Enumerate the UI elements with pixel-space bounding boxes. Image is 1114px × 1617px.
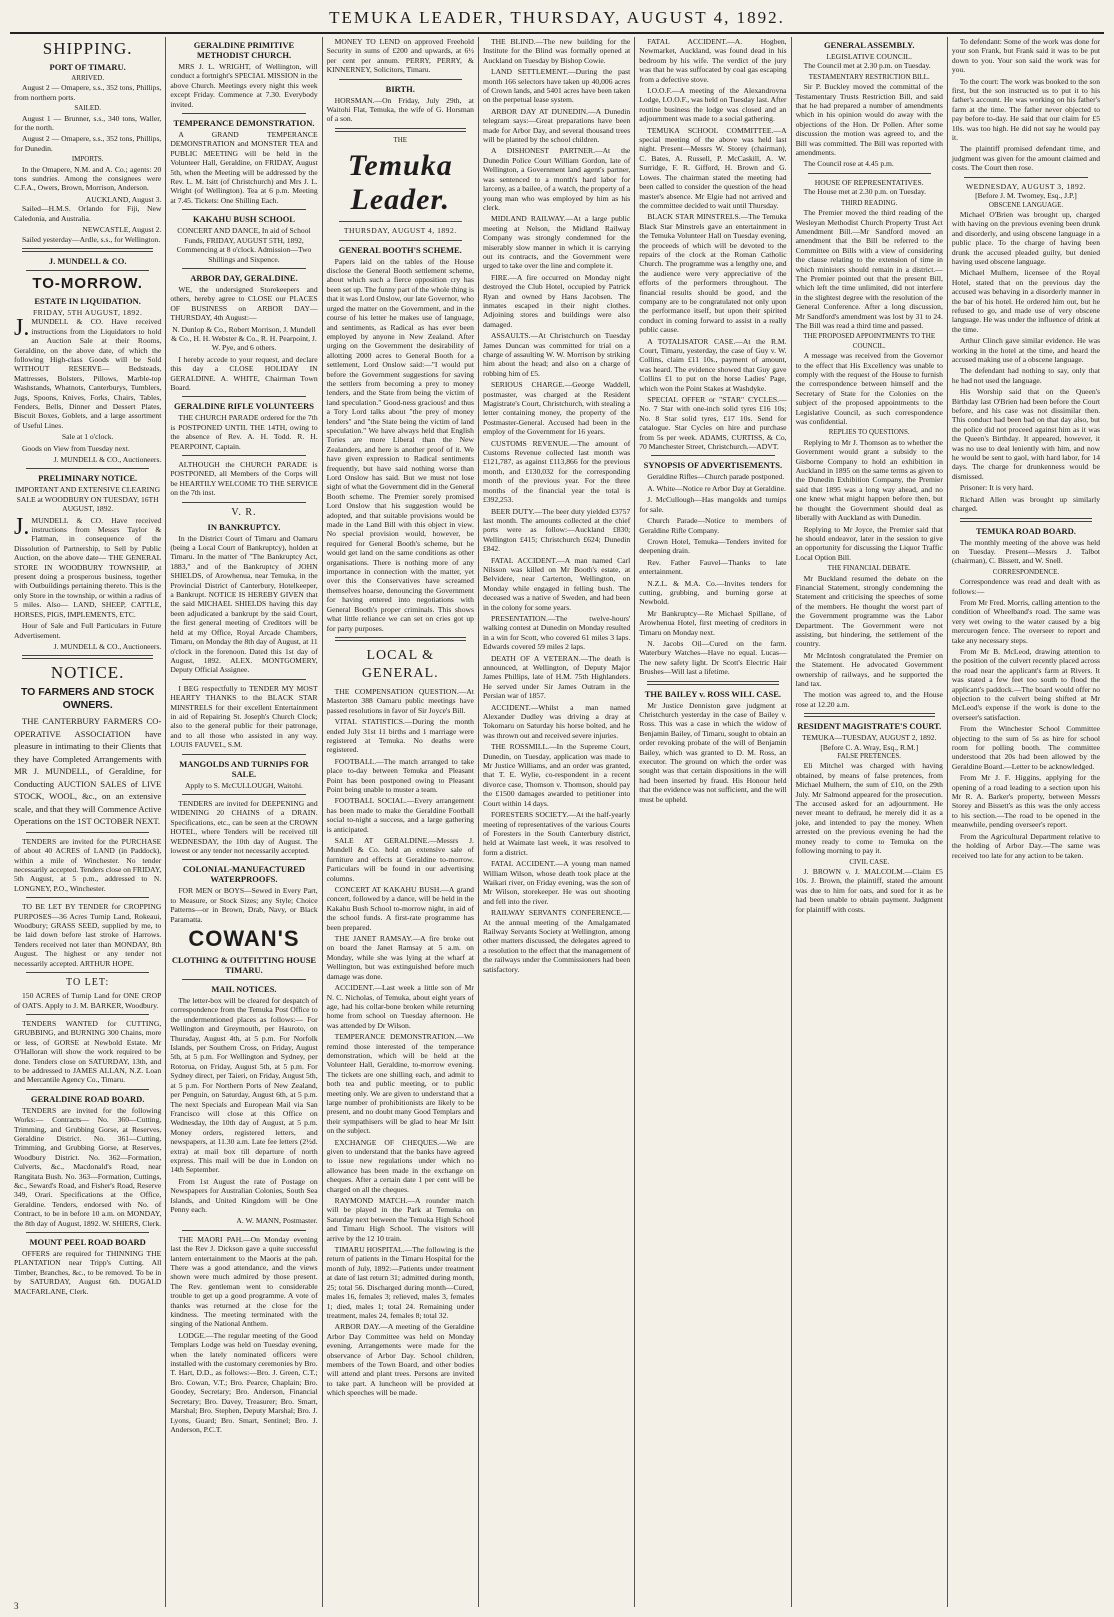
road-board-heading: MOUNT PEEL ROAD BOARD xyxy=(29,1237,146,1248)
news-item: ASSAULTS.—At Christchurch on Tuesday James Duncan was committed for trial on a charge of assaulting W. W. Morrison by striking him about the head; and also on a charge of robbing him of £5. xyxy=(482,331,631,378)
bankruptcy-heading: IN BANKRUPTCY. xyxy=(207,521,281,532)
issue-date: THURSDAY, AUGUST 4, 1892. xyxy=(343,226,457,236)
divider xyxy=(26,270,149,271)
news-item: SERIOUS CHARGE.—George Waddell, postmaster, was charged at the Resident Magistrate's Court, Christchurch, with stealing a letter containing money, the property of the Postmaster-General. Accused had been in the employ of the Government for 16 years. xyxy=(482,380,631,437)
council-text: The Council rose at 4.45 p.m. xyxy=(803,159,894,169)
court-text: Arthur Clinch gave similar evidence. He was working in the hotel at the time, and heard the accused making use of a obscene language. xyxy=(951,336,1101,364)
signature: J. MUNDELL & CO., Auctioneers. xyxy=(53,641,162,651)
waterproofs-notice: FOR MEN or BOYS—Sewed in Every Part, to Measure, or Stock Sizes; any Style; Choice Patterns—or in Brown, Drab, Navy, or Black Paramatta. xyxy=(170,886,318,924)
news-item: TIMARU HOSPITAL.—The following is the return of patients in the Timaru Hospital for the month of July, 1892:—Patients under treatment at date of last return 31; admitted during month, 25; total 56. Discharged during month—Cured, males 16, females 3; relieved, males 3, females 1; died, males 1; total 24. Remaining under treatment, males 24, females 8; total 32. xyxy=(326,1245,474,1320)
divider xyxy=(182,502,305,503)
appointments-heading: THE PROPOSED APPOINTMENTS TO THE COUNCIL. xyxy=(803,332,936,350)
news-item: CONCERT AT KAKAHU BUSH.—A grand concert, followed by a dance, will be held in the Kakahu Bush School to-morrow night, in aid of the school funds. A first-rate programme has been prepared. xyxy=(326,885,474,932)
money-notice: MONEY TO LEND on approved Freehold Security in sums of £200 and upwards, at 6½ per cent per annum. PERRY, PERRY, & KINNERNEY, Solicitors, Timaru. xyxy=(326,37,474,75)
divider xyxy=(808,173,931,174)
sale-date: FRIDAY, 5TH AUGUST, 1892. xyxy=(32,307,143,317)
drop-cap: J. xyxy=(14,315,30,342)
news-item: FATAL ACCIDENT.—A young man named William Wilson, whose death took place at the Waikari river, on Friday evening, was the son of Mr Wilson, storekeeper. He was out shooting and fell into the river. xyxy=(482,859,631,906)
court-date: WEDNESDAY, AUGUST 3, 1892. xyxy=(965,181,1086,191)
correspondence-heading: CORRESPONDENCE. xyxy=(992,567,1060,576)
synopsis-item: Crown Hotel, Temuka—Tenders invited for deepening drain. xyxy=(639,536,787,556)
drop-cap: J. xyxy=(14,513,30,540)
replies-heading: REPLIES TO QUESTIONS. xyxy=(828,428,910,437)
drain-tender: TENDERS are invited for DEEPENING and WIDENING 20 CHAINS of a DRAIN. Specifications, etc., can be seen at the CROWN HOTEL, where Tenders will be received till WEDNESDAY, the 10th day of August. The lowest or any tender not necessarily accepted. xyxy=(170,798,318,855)
news-item: ACCIDENT.—Last week a little son of Mr N. C. Nicholas, of Temuka, about eight years of age, had his collar-bone broken while returning home from school on Tuesday afternoon. He was attended by Dr Wilson. xyxy=(326,983,474,1030)
divider xyxy=(182,209,305,210)
kakahu-heading: KAKAHU BUSH SCHOOL xyxy=(192,214,295,225)
will-case-heading: THE BAILEY v. ROSS WILL CASE. xyxy=(644,688,782,699)
road-board-text: From the Winchester School Committee objecting to the sum of 5s as hire for school room for polling booth. The committee understood that 20s had been allowed by the Geraldine Board.—Letter to be acknowledged. xyxy=(951,724,1101,771)
news-item: VITAL STATISTICS.—During the month ended July 31st 11 births and 1 marriage were registered at Temuka. No deaths were registered. xyxy=(326,717,474,755)
road-board-text: From Mr Fred. Morris, calling attention to the condition of Wheelband's road. The same was very wet owing to the water caused by a big mercurogen fence. The overseer to report and take any necessary steps. xyxy=(951,597,1101,645)
mission-notice: MRS J. L. WRIGHT, of Wellington, will conduct a fortnight's SPECIAL MISSION in the above Church. Meetings every night this week except Friday. Commence at 7.30. Everybody invited. xyxy=(170,62,318,109)
news-item: I.O.O.F.—A meeting of the Alexandrovna Lodge, I.O.O.F., was held on Tuesday last. After routine business the lodge was closed and an adjournment was made to a social gathering. xyxy=(639,86,787,124)
news-item: RAYMOND MATCH.—A rounder match will be played in the Park at Temuka on Saturday next between the Temuka High School and Timaru High School. The visitors will arrive by the 12 10 train. xyxy=(326,1196,474,1243)
divider xyxy=(339,79,462,80)
divider xyxy=(339,240,462,241)
tender-notice: TENDERS are invited for the following Works:— Contracts— No. 360—Cutting, Trimming, and Grubbing Gorse, at Reserves, Geraldine District. No. 361—Cutting, Trimming, and Grubbing Gorse, at Reserves, Woodbury District. No. 362—Formation, Culverts, &c., Macdonald's Road, near Rangitata Bush. No. 363—Formation, Cuttings, &c., Seward's Road, and Fisher's Road, Reserve 349, Orari. Specifications at the Office, Geraldine. Tenders, endorsed with No. of Contract, to be in before 10 a.m. on MONDAY, the 8th day of August, 1892. W. SHIERS, Clerk. xyxy=(14,1105,162,1228)
cowan-logo: COWAN'S xyxy=(188,926,300,952)
council-text: The Council met at 2.30 p.m. on Tuesday. xyxy=(803,61,931,71)
tolet-heading: TO LET: xyxy=(66,977,110,989)
divider xyxy=(182,455,305,456)
page-number: 3 xyxy=(14,1601,19,1611)
divider xyxy=(182,979,305,980)
news-item: TEMPERANCE DEMONSTRATION.—We remind those interested of the temperance demonstration, which will be held at the Volunteer Hall, Geraldine, to-morrow evening. The tickets are one shilling each, and admit to both tea and public meeting, or to public meeting only. We are given to understand that a large number of prohibitionists are likely to be present, and no doubt many Good Templars and their sympathisers will be glad to hear Mr Isitt on the subject. xyxy=(326,1032,474,1136)
court-bench: [Before J. M. Twomey, Esq., J.P.] xyxy=(975,191,1077,201)
news-item: FOOTBALL SOCIAL.—Every arrangement has been made to make the Geraldine Football social to-night a success, and a large gathering is anticipated. xyxy=(326,796,474,834)
court-date: TEMUKA—TUESDAY, AUGUST 2, 1892. xyxy=(801,733,937,743)
shipping-entry: In the Omapere, N.M. and A. Co.; agents: 20 tons sundries. Among the consignees were C.F.A., Owers, Brown, Morrison, Anderson. xyxy=(14,164,162,193)
divider xyxy=(339,221,462,222)
divider xyxy=(647,681,778,685)
mail-heading: MAIL NOTICES. xyxy=(211,984,277,995)
news-item: MIDLAND RAILWAY.—At a large public meeting at Nelson, the Midland Railway Company was strongly condemned for the miserably slow manner in which it is carrying out its contracts, and the Government were urged to take over the line and complete it. xyxy=(482,214,631,271)
editorial-text: Papers laid on the tables of the House disclose the General Booth settlement scheme, about which such a fierce opposition cry has been set up. The funny part of the whole thing is that it was Lord Onslow, our late Governor, who urged the matter on the Government, and in the course of his letter he makes use of language, and sentiments, as Radical as has ever been employed by anyone in New Zealand. After urging on the Government the desirability of allotting 2000 acres to General Booth for a settlement, Lord Onslow said:—"I would put before the Government suggestions for saving the settlers from becoming a prey to money lenders, and the State from being the victim of land speculation." Good-ness gracious! and thus a Tory Lord talks about "the prey of money lenders" and "the State being the victim of land speculation." We have always held that English Tories are more Liberal than the New Zealanders, and here is another proof of it. We have given expression to Radical sentiments frequently, but have said nothing worse than Lord Onslow has said. But we must not lose sight of what the Government did in the General Booth scheme. The Premier sorely promised Lord Onslow that his suggestion would be adopted, and that suitable provisions would be made in the Land Bill with this object in view. No special provision would, however, be required for General Booth's scheme, but he would get land on the same conditions as other organisations. There is nothing more of any importance in connection with the matter, yet over this the Conservatives have screamed themselves hoarse, denouncing the Government for having entered into negotiations with General Booth's proper criminals. This shows what little reliance we can set on cries got up for party purposes. xyxy=(326,256,474,633)
obscene-heading: OBSCENE LANGUAGE. xyxy=(988,200,1064,209)
column-1 xyxy=(10,37,166,1607)
court-text: His Worship said that on the Queen's Birthday last O'Brien had been before the Court before, and his case was not dissimilar then. This conduct had been bad on that day also, but the police did not proceed against him as it was the Queen's Birthday. It appeared, however, it was no use to deal leniently with him, and now he would be sent to gaol, with hard labor, for 14 days. The charge for drunkenness would be dismissed. xyxy=(951,387,1101,481)
news-item: EXCHANGE OF CHEQUES.—We are given to understand that the banks have agreed to issue new regulations under which no allowance has been made in the exchange on cheques. After a certain date 1 per cent will be charged on all the cheques. xyxy=(326,1137,474,1194)
clearing-sale: IMPORTANT AND EXTENSIVE CLEARING SALE at WOODBURY ON TUESDAY, 16TH AUGUST, 1892. xyxy=(15,485,161,514)
court-text: Michael Mulhern, licensee of the Royal Hotel, stated that on the previous day the accused was behaving in a disorderly manner in the bar of his hotel. He ordered him out, but he refused to go, and made use of very obscene language. He was under the influence of drink at the time. xyxy=(951,268,1101,334)
house-text: A message was received from the Governor to the effect that His Excellency was unable to comply with the request of the House to furnish the correspondence between himself and the Secretary of State for the Colonies on the subject of the proposed appointments to the Legislative Council, as such correspondence was confidential. xyxy=(795,351,943,427)
shipping-entry: August 2 — Omapere, s.s., 352 tons, Phillips, from northern ports. xyxy=(14,83,162,102)
sailed-label: SAILED. xyxy=(74,104,101,113)
divider xyxy=(182,268,305,269)
cfca-notice: THE CANTERBURY FARMERS CO-OPERATIVE ASSOCIATION have pleasure in intimating to their Clients that they have Completed Arrangements with MR J. MUNDELL, of Geraldine, for Conducting AUCTION SALES of LIVE STOCK, WOOL, &c., on an extensive scale, and that they will Commence Active Operations on the 1ST OCTOBER NEXT. xyxy=(14,716,162,827)
court-text: J. BROWN v. J. MALCOLM.—Claim £5 10s. J. Brown, the plaintiff, stated the amount was due to him for oats, and sued for it as he had been unable to obtain payment. Judgment for plaintiff with costs. xyxy=(795,866,943,914)
divider xyxy=(804,713,935,717)
news-item: THE MAORI PAH.—On Monday evening last the Rev J. Dickson gave a quite successful lantern entertainment to the Maoris at the pah. There was a good attendance, and the views shown were much admired by those present. The Rev. gentleman went to considerable trouble to get up a good programme. A vote of thanks was returned at the close for the kindness. The meeting terminated with the singing of the National Anthem. xyxy=(170,1234,318,1329)
house-text: The motion was agreed to, and the House rose at 12.20 a.m. xyxy=(795,690,943,709)
news-item: LAND SETTLEMENT.—During the past month 166 selectors have taken up 40,006 acres of Crown lands, and 5401 acres have been taken on the perpetual lease system. xyxy=(482,67,631,105)
news-item: THE COMPENSATION QUESTION.—At Masterton 388 Oamaru public meetings have passed resolutions in favor of Sir Joyce's Bill. xyxy=(326,686,474,715)
road-board-text: From Mr B. McLeod, drawing attention to the position of the culvert recently placed across the road near the applicant's farm at Rivers. It was stated a few feet too south to flood the applicant's paddock.—The board would offer no objection to the culvert being shifted at Mr McLeod's expense if the work is done to the overseer's satisfaction. xyxy=(951,646,1101,722)
bankruptcy-notice: In the District Court of Timaru and Oamaru (being a Local Court of Bankruptcy), holden at Timaru. In the matter of "The Bankruptcy Act, 1883," and of the Bankruptcy of JOHN SHIELDS, of Arowhenua, near Temuka, in the Provincial District of Canterbury, Hotelkeeper, a Bankrupt. NOTICE IS HEREBY GIVEN that the said MICHAEL SHIELDS having this day been adjudicated a bankrupt by the said Court, the first general meeting of Creditors will be held at my Office, Royal Arcade Chambers, Timaru, on Monday the 8th day of August, at 11 o'clock in the forenoon. Dated this 1st day of August, 1892. ALEX. MONTGOMERY, Deputy Official Assignee. xyxy=(170,533,318,675)
synopsis-item: N.Z.L. & M.A. Co.—Invites tenders for cutting, grubbing, and burning gorse at Newbold. xyxy=(639,578,787,607)
house-text: Mr Buckland resumed the debate on the Financial Statement, strongly condemning the Statement and criticising the speeches of some of the members. He thought the worst part of the Government programme was the Labor Department. The Government were not assisting, but hindering, the settlement of the country. xyxy=(795,573,943,649)
postmaster-signature: A. W. MANN, Postmaster. xyxy=(236,1216,318,1226)
court-bench: [Before C. A. Wray, Esq., R.M.] xyxy=(820,742,919,752)
news-item: PRESENTATION.—The twelve-hours' walking contest at Dunedin on Monday resulted in a win for Scott, who covered 61 miles 3 laps. Edwards covered 59 miles 2 laps. xyxy=(482,613,631,652)
divider xyxy=(26,972,149,973)
column-3 xyxy=(323,37,479,1607)
news-item: BEER DUTY.—The beer duty yielded £3757 last month. The amounts collected at the chief ports were as follow:—Auckland £830; Wellington £415; Christchurch £624; Dunedin £842. xyxy=(482,506,631,554)
cowan-subheading: CLOTHING & OUTFITTING HOUSE TIMARU. xyxy=(171,955,317,976)
divider xyxy=(26,1232,149,1233)
false-pretences-heading: FALSE PRETENCES. xyxy=(837,752,902,761)
news-item: A DISHONEST PARTNER.—At the Dunedin Police Court William Gordon, late of Wellington, a Government land agent's partner, was sentenced to a month's hard labor for larceny, as a bailee, of a watch, the property of a young man who was employed by him as his clerk. xyxy=(482,146,631,212)
column-6 xyxy=(792,37,948,1607)
synopsis-item: N. Jacobs Oil—Cured on the farm. Waterbury Watches—Have no equal. Lucas—The new safety light. Dr Scott's Electric Hair Brushes—Will last a lifetime. xyxy=(639,638,787,677)
concert-notice: CONCERT AND DANCE, In aid of School Funds, FRIDAY, AUGUST 5TH, 1892, Commencing at 8 o'clock. Admission—Two Shillings and Sixpence. xyxy=(176,226,312,264)
rm-court-heading: RESIDENT MAGISTRATE'S COURT. xyxy=(797,721,942,732)
synopsis-item: Rev. Father Fauvel—Thanks to late entertainment. xyxy=(639,557,787,577)
divider xyxy=(26,897,149,898)
news-item: THE BLIND.—The new building for the Institute for the Blind was formally opened at Auckland on Tuesday by Bishop Cowie. xyxy=(482,37,631,65)
news-item: RAILWAY SERVANTS CONFERENCE.—At the annual meeting of the Amalgamated Railway Servants Society at Wellington, among other matters discussed, the delegates agreed to a resolution to the effect that the management of the railways under the Commissioners had been satisfactory. xyxy=(482,908,631,974)
farmers-heading: TO FARMERS AND STOCK OWNERS. xyxy=(20,686,155,712)
port-heading: PORT OF TIMARU. xyxy=(49,62,126,72)
dateline: AUCKLAND, August 3. xyxy=(85,194,162,204)
masthead-rule xyxy=(10,32,1104,34)
council-heading: LEGISLATIVE COUNCIL. xyxy=(826,52,913,61)
column-5 xyxy=(635,37,791,1607)
court-text: Prisoner: It is very hard. xyxy=(959,483,1034,493)
auction-notice xyxy=(14,513,162,619)
court-text: To defendant: Some of the work was done for your son Frank, but Frank said it was to be put down to you. Your son said the work was for you. xyxy=(951,37,1101,75)
divider xyxy=(651,455,774,456)
news-item: DEATH OF A VETERAN.—The death is announced, at Wellington, of Deputy Major James Phillips, late of H.M. 75th Highlanders. He served under Sir James Outram in the Persian war of 1857. xyxy=(482,653,631,701)
shipping-entry: Sailed yesterday—Ardle, s.s., for Wellington. xyxy=(22,234,161,244)
mangolds-heading: MANGOLDS AND TURNIPS FOR SALE. xyxy=(179,758,309,779)
postage-notice: From 1st August the rate of Postage on Newspapers for Australian Colonies, South Sea Islands, and United Kingdom will be One Penny each. xyxy=(170,1176,318,1214)
synopsis-item: Geraldine Rifles—Church parade postponed. xyxy=(647,472,785,482)
divider xyxy=(182,679,305,680)
signatories: N. Dunlop & Co., Robert Morrison, J. Mundell & Co., H. H. Webster & Co., R. H. Pearpoint, J. W. Pye, and 6 others. xyxy=(171,324,317,353)
rifle-heading: GERALDINE RIFLE VOLUNTEERS xyxy=(173,401,314,412)
court-text: The defendant had nothing to say, only that he had not used the language. xyxy=(951,366,1101,385)
court-text: Richard Allen was brought up similarly charged. xyxy=(951,494,1101,514)
divider xyxy=(182,1230,305,1231)
divider xyxy=(22,248,153,252)
newspaper-title: Temuka Leader. xyxy=(347,149,453,217)
column-2 xyxy=(166,37,322,1607)
court-text: Eli Mitchel was charged with having obtained, by means of false pretences, from Michael Mulhern, the sum of £10, on the 29th July. Mr Salmond appeared for the prosecution. The accused asked for an adjournment. He never meant to defraud, he merely did it as a joke, and intended to pay the money. When arrested on the previous evening he had the money ready to come to Temuka on the following morning to pay it. xyxy=(795,761,943,856)
divider xyxy=(964,177,1088,178)
divider xyxy=(26,1014,149,1015)
dateline: NEWCASTLE, August 2. xyxy=(82,225,162,235)
bill-heading: TESTAMENTARY RESTRICTION BILL. xyxy=(808,72,930,81)
court-text: The plaintiff promised defendant time, and judgment was given for the amount claimed and costs. The Court then rose. xyxy=(951,144,1101,173)
news-item: SALE AT GERALDINE.—Messrs J. Mundell & Co. hold an extensive sale of furniture and effects at Geraldine to-morrow. Particulars will be found in our advertising columns. xyxy=(326,836,474,883)
accede-notice: I hereby accede to your request, and declare this day a CLOSE HOLIDAY IN GERALDINE. A. WHITE, Chairman Town Board. xyxy=(170,354,318,392)
shipping-entry: Sailed—H.M.S. Orlando for Fiji, New Caledonia, and Australia. xyxy=(14,204,162,223)
synopsis-item: A. White—Notice re Arbor Day at Geraldine. xyxy=(647,483,786,493)
house-text: Mr McIntosh congratulated the Premier on the Statement. He advocated Government ownership of railways, and he supported the land tax. xyxy=(795,650,943,688)
tender-notice: TENDERS WANTED for CUTTING, GRUBBING, and BURNING 300 Chains, more or less, of GORSE at Newbold Estate. Mr O'Halloran will show the work required to be done. Tenders close on SATURDAY, 13th, and to be addressed to JAMES ALLAN, N.Z. Loan and Mercantile Agency Co., Timaru. xyxy=(14,1018,162,1085)
road-board-heading: GERALDINE ROAD BOARD. xyxy=(30,1093,145,1104)
columns xyxy=(10,37,1104,1607)
sale-time: Sale at 1 o'clock. xyxy=(61,432,114,442)
mangolds-contact: Apply to S. McCULLOUGH, Waitohi. xyxy=(184,780,303,790)
divider xyxy=(335,637,466,641)
shipping-entry: August 1 — Brunner, s.s., 340 tons, Waller, for the north. xyxy=(14,113,162,133)
civil-case-heading: CIVIL CASE. xyxy=(849,857,890,866)
mail-notice: The letter-box will be cleared for despatch of correspondence from the Temuka Post Office to the undermentioned places as follows:— For Wellington and Greymouth, per Hauroto, on Thursday, August 4th, at 5 p.m. For Norfolk Islands, per Southern Cross, on Friday, August 5th, at 5 p.m. For Wellington and Sydney, per Rotorua, on Friday, August 5th, at 5 p.m. For Sydney direct, per Taieri, on Friday, August 5th, at 5 p.m. For Northern Ports of New Zealand, per Penguin, on Saturday, August 6th, at 5 p.m. The next Specials and European Mail via San Francisco will close at this Office on Wednesday, the 10th day of August, at 5 p.m. Money orders, registered letters, and newspapers, at 11.30 a.m. Late fee letters (2½d. extra) at mail box till departure of north express. This mail will be due in London on 14th September. xyxy=(170,996,318,1175)
tolet-notice: 150 ACRES of Turnip Land for ONE CROP of OATS. Apply to J. M. BARKER, Woodbury. xyxy=(14,991,162,1010)
church-parade-notice: ALTHOUGH the CHURCH PARADE is POSTPONED, all Members of the Corps will be HEARTILY WELCOME TO THE SERVICE on the 7th inst. xyxy=(170,460,318,498)
divider xyxy=(26,468,149,469)
arbor-notice: WE, the undersigned Storekeepers and others, hereby agree to CLOSE our PLACES OF BUSINESS on ARBOR DAY—THURSDAY, 4th August:— xyxy=(170,284,318,323)
assembly-heading: GENERAL ASSEMBLY. xyxy=(823,40,915,50)
court-text: Michael O'Brien was brought up, charged with having on the previous evening been drunk and disorderly, and using obscene language in a public place. To the charge of having been drunk the accused pleaded guilty, but denied having used obscene language. xyxy=(951,209,1101,266)
road-board-text: Correspondence was read and dealt with as follows:— xyxy=(951,577,1101,596)
house-text: Replying to Mr J. Thomson as to whether the Government would grant a subsidy to the Gisborne Company to hold an exhibition in Auckland in 1895 on the same terms as given to the Dunedin Exhibition Company, the Premier said that 1895 was a long way ahead, and no one knew what might happen before then, but he thought the Government should deal as liberally with Auckland as with Dunedin. xyxy=(795,437,943,523)
shipping-entry: August 2 — Omapere, s.s., 352 tons, Phillips, for Dunedin. xyxy=(14,134,162,153)
vr-heading: V. R. xyxy=(231,506,257,518)
divider xyxy=(182,859,305,860)
house-heading: HOUSE OF REPRESENTATIVES. xyxy=(814,177,924,187)
preliminary-heading: PRELIMINARY NOTICE. xyxy=(38,473,138,484)
divider xyxy=(182,396,305,397)
let-notice: TO BE LET BY TENDER for CROPPING PURPOSES—36 Acres Turnip Land, Rokeaui, Woodbury; GRASS SEED, supplied by me, to be laid down before last stroke of Harrows. Tenders received not later than MONDAY, 8th August. The highest or any tender not necessarily accepted. ARTHUR HOPE. xyxy=(14,902,162,968)
road-board-heading: TEMUKA ROAD BOARD. xyxy=(976,525,1076,536)
court-text: To the court: The work was booked to the son first, but the son instructed us to put it to his father's account. He was working on his father's farm at the time. The father never objected to pay before to-day. He said that our claim for £5 10s. was too high. He did not say he would pay it. xyxy=(951,76,1101,143)
news-item: A TOTALISATOR CASE.—At the R.M. Court, Timaru, yesterday, the case of Guy v. W. Collins, claim £11 10s., payment of amount, was heard. The evidence showed that Guy gave Collins £1 to put on the horse Ladies' Page, which won the Point Stakes at Washdyke. xyxy=(639,336,787,393)
auction-notice xyxy=(14,317,161,430)
news-item: SPECIAL OFFER or "STAR" CYCLES.—No. 7 Star with one-inch solid tyres £16 10s; No. 8 Star solid tyres, £17 10s. Send for catalogue. Star Cycles on hire and purchase from 5s per week. ADAMS, CURTISS, & Co, 70 Manchester Street, Christchurch.—ADVT. xyxy=(639,395,787,452)
column-7 xyxy=(948,37,1104,1607)
news-item: FATAL ACCIDENT.—A. Hogben, Newmarket, Auckland, was found dead in his bedroom by his wife. The verdict of the jury was that he was suffocated by coal gas escaping from a defective stove. xyxy=(639,37,787,84)
birth-notice: HORSMAN.—On Friday, July 29th, at Waitohi Flat, Temuka, the wife of G. Horsman of a son. xyxy=(326,95,474,124)
synopsis-item: Church Parade—Notice to members of Geraldine Rifle Company. xyxy=(639,516,787,535)
news-item: ARBOR DAY AT DUNEDIN.—A Dunedin telegram says:—Great preparations have been made for Arbor Day, and several thousand trees will be planted by the school children. xyxy=(482,106,631,145)
divider xyxy=(182,794,305,795)
news-item: FATAL ACCIDENT.—A man named Carl Nilsson was killed on Mr Booth's estate, at Belvidere, near Carterton, Wellington, on Monday while engaged in felling bush. The deceased was a native of Sweden, and had been in the colony for some years. xyxy=(482,555,631,612)
divider xyxy=(22,655,153,659)
thanks-notice: I BEG respectfully to TENDER MY MOST HEARTY THANKS to the BLACK STAR MINSTRELS for their excellent Entertainment in aid of Repairing St. Joseph's Church Clock; also to the general public for their patronage, and to all those who assisted in any way. LOUIS FAUVEL, S.M. xyxy=(170,683,318,750)
church-heading: GERALDINE PRIMITIVE METHODIST CHURCH. xyxy=(193,40,295,60)
news-item: TEMUKA SCHOOL COMMITTEE.—A special meeting of the above was held last night. Present—Messrs W. Storey (chairman), C. Bates, A. Russell, P. McCaskill, A. W. Surridge, F. R. Gifford, H. Brown and G. Lowes. The chairman stated the meeting had been called to consider the question of the head master's absence. Mr Elgie had not arrived and the committee decided to wait until Thursday. xyxy=(639,125,787,210)
divider xyxy=(960,518,1092,522)
will-case-text: Mr Justice Denniston gave judgment at Christchurch yesterday in the case of Bailey v. Ross. This was a case in which the widow of Benjamin Bailey, of Timaru, sought to obtain an order revoking probate of the will of Benjamin Bailey, which was granted to D. M. Ross, an executor. The ground on which the order was sought was that certain dispositions in the will had been inserted by fraud. His Honour held that the evidence was not sufficient, and the will must be upheld. xyxy=(639,700,787,804)
news-item: ACCIDENT.—Whilst a man named Alexander Dudley was driving a dray at Tokomaru on Saturday his horse bolted, and he was thrown out and received severe injuries. xyxy=(482,702,631,740)
rifle-notice: THE CHURCH PARADE ordered for the 7th is POSTPONED UNTIL THE 14TH, owing to the absence of Rev. A. H. Todd. R. H. PEARPOINT, Captain. xyxy=(170,413,318,451)
temperance-heading: TEMPERANCE DEMONSTRATION. xyxy=(173,118,315,129)
third-reading-heading: THIRD READING. xyxy=(841,198,898,207)
divider xyxy=(182,754,305,755)
road-board-text: From Mr J. F. Higgins, applying for the opening of a road leading to a section upon his Mr R. A. Barker's property, between Messrs Storey and Bissett's as this was the only access to his section.—The road to be opened in the meanwhile, pending overseer's report. xyxy=(951,773,1101,830)
auctioneer-heading: J. MUNDELL & CO. xyxy=(48,255,127,266)
house-text: The House met at 2.30 p.m. on Tuesday. xyxy=(803,187,927,197)
house-text: The Premier moved the third reading of the Wesleyan Methodist Church Property Trust Act Amendment Bill.—Mr Sandford moved an amendment that the Bill be referred to the Committee on Bills with a view of considering the clause relating to the extension of time in which ministers should remain in a district.—The Premier pointed out that the present Bill, which left the time unlimited, did not interfere in the slightest degree with the resolution of the General Conference. After a long discussion, Mr Sandford's amendment was lost by 31 to 24. The Bill was read a third time and passed. xyxy=(795,208,943,330)
arbor-heading: ARBOR DAY, GERALDINE. xyxy=(190,272,298,283)
news-item: FOOTBALL.—The match arranged to take place to-day between Temuka and Pleasant Point has been postponed owing to Pleasant Point being unable to muster a team. xyxy=(326,756,474,794)
shipping-heading: SHIPPING. xyxy=(42,39,133,58)
masthead: TEMUKA LEADER, THURSDAY, AUGUST 4, 1892. xyxy=(329,8,785,27)
road-board-text: The monthly meeting of the above was held on Tuesday. Present—Messrs J. Talbot (chairman), C. Bissett, and W. Snell. xyxy=(951,537,1101,566)
divider xyxy=(26,832,149,833)
news-item: FORESTERS SOCIETY.—At the half-yearly meeting of representatives of the various Courts of Foresters in the South Canterbury district, held at Waimate last week, it was resolved to form a district. xyxy=(482,810,631,857)
road-board-text: From the Agricultural Department relative to the holding of Arbor Day.—The same was received too late for any action to be taken. xyxy=(951,831,1101,860)
news-item: THE JANET RAMSAY.—A fire broke out on board the Janet Ramsay at 5 a.m. on Monday, while she was lying at the wharf at Wellington, but was extinguished before much damage was done. xyxy=(326,934,474,981)
imports-label: IMPORTS. xyxy=(71,155,104,164)
news-item: BLACK STAR MINSTRELS.—The Temuka Black Star Minstrels gave an entertainment in the Temuka Volunteer Hall on Tuesday evening, the proceeds of which will be devoted to the repairs of the clock at the Roman Catholic Church. The programme was a lengthy one, and the audience were very appreciative of the efforts of the performers throughout. The financial results should be good, and the company are to be congratulated not only upon the performance itself, but upon their spirited conduct in coming forward to assist in a really public cause. xyxy=(639,212,787,335)
news-item: CUSTOMS REVENUE.—The amount of Customs Revenue collected last month was £121,787, as against £113,866 for the previous month, and £130,032 for the corresponding month of the previous year. For the three months of the financial year the total is £392,253. xyxy=(482,438,631,505)
auction-text: MUNDELL & CO. Have received instructions from Messrs Taylor & Flatman, in consequence of the Dissolution of Partnership, to Sell by Public Auction, on the above date— THE GENERAL STORE IN WOODBURY TOWNSHIP, at present doing a prosperous business, together with Outbuildings pertaining thereto. This is the only Store in the township, or within a radius of 5 miles. Also— LAND, SHEEP, CATTLE, HORSES, PIGS, IMPLEMENTS, ETC. xyxy=(14,515,162,619)
synopsis-item: J. McCullough—Has mangolds and turnips for sale. xyxy=(639,495,787,514)
divider xyxy=(26,1089,149,1090)
column-4 xyxy=(479,37,635,1607)
synopsis-item: Mr Bankruptcy—Re Michael Spillane, of Arowhenua Hotel, first meeting of creditors in Timaru on Monday next. xyxy=(639,608,787,637)
temperance-notice: A GRAND TEMPERANCE DEMONSTRATION and MONSTER TEA and PUBLIC MEETING will be held in the Volunteer Hall, Geraldine, on FRIDAY, August 5th, when the Meeting will be addressed by the Rev. L. M. Isitt (of Christchurch) and Mrs J. L. Wright (of Wellington). Tea at 6 p.m. Meeting at 7.45. Tickets: One Shilling Each. xyxy=(170,130,318,205)
birth-heading: BIRTH. xyxy=(385,83,415,94)
goods-view: Goods on View from Tuesday next. xyxy=(22,443,130,453)
house-text: Replying to Mr Joyce, the Premier said that he should endeavor, later in the session to give an opportunity for discussing the Liquor Traffic Local Option Bill. xyxy=(795,524,943,562)
notice-heading: NOTICE. xyxy=(50,663,125,683)
news-item: THE ROSSMILL.—In the Supreme Court, Dunedin, on Tuesday, application was made to Mr Justice Williams, and an order was granted, that T. E. Wylie, co-respondent in a recent divorce case, Thomson v. Thomson, should pay the £1500 damages awarded to petitioner into Court within 14 days. xyxy=(482,742,631,808)
arrived-label: ARRIVED. xyxy=(71,74,105,82)
council-text: Sir P. Buckley moved the committal of the Testamentary Trusts Restriction Bill, and said that he had prepared a number of amendments which in his opinion would do away with the objections of the Hon. Dr Pollen. After some discussion the motion was agreed to, and the Bill was committed. The Bill was reported with amendments. xyxy=(795,82,943,158)
auction-text: MUNDELL & CO. Have received instructions from the Liquidators to hold an Auction Sale at their Rooms, Geraldine, on the above date, of which the following High-class Goods will be Sold WITHOUT RESERVE— Bedsteads, Mattresses, Bolsters, Pillows, Marble-top Washstands, Whatnots, Canterburys, Tumblers, Jugs, Spoons, Knives, Forks, Chairs, Tables, Fenders, Bells, Dinner and Dessert Plates, Biscuit Boxes, Goblets, and a large assortment of Useful Lines. xyxy=(14,317,162,430)
signature: J. MUNDELL & CO., Auctioneers. xyxy=(53,455,162,464)
title-the: THE xyxy=(393,135,408,144)
divider xyxy=(335,128,466,132)
news-item: ARBOR DAY.—A meeting of the Geraldine Arbor Day Committee was held on Monday evening. Arrangements were made for the observance of Arbor Day. School children, members of the Town Board, and other bodies will attend and plant trees. Persons are invited to take part. A luncheon will be provided at which speeches will be made. xyxy=(326,1322,474,1398)
estate-heading: ESTATE IN LIQUIDATION. xyxy=(34,295,141,306)
synopsis-heading: SYNOPSIS OF ADVERTISEMENTS. xyxy=(643,460,783,471)
news-item: LODGE.—The regular meeting of the Good Templars Lodge was held on Tuesday evening, when the lately nominated officers were installed with the customary ceremonies by Bro. T. Hart, D.D., as follows:—Bro. J. Green, C.T.; Bro. Cowan, V.T.; Bro. Pearce, Chaplain; Bro. Goodey, Secretary; Bro. Anderson, Financial Secretary; Bro. Davey, Treasurer; Bro. Smart, Marshal; Bro. Stephen, Deputy Marshal; Bro. J. Lyons, Guard; Bro. Smart, Sentinel; Bro. J. Anderson, P.C.T. xyxy=(170,1330,318,1434)
tomorrow-heading: TO-MORROW. xyxy=(32,274,143,292)
news-item: FIRE.—A fire occurred on Monday night destroyed the Club Hotel, occupied by Patrick Ryan and owned by Hans Jacobsen. The inmates escaped in their night clothes. Adjoining stores and buildings were also damaged. xyxy=(482,272,631,329)
financial-heading: THE FINANCIAL DEBATE. xyxy=(827,564,911,573)
editorial-heading: GENERAL BOOTH'S SCHEME. xyxy=(338,244,462,255)
tender-notice: TENDERS are invited for the PURCHASE of about 40 ACRES of LAND (in Paddock), within a mile of Winchester. No tender necessarily accepted. Tenders close on FRIDAY, 5th August, at 5 p.m., addressed to N. LONGNEY, P.O., Winchester. xyxy=(14,836,162,893)
divider xyxy=(182,113,305,114)
offer-notice: OFFERS are required for THINNING THE PLANTATION near Tripp's Cutting. All Timber, Branches, &c., to be removed. To be in by SATURDAY, August 6th. DUGALD MACFARLANE, Clerk. xyxy=(14,1249,162,1296)
hour-of-sale: Hour of Sale and Full Particulars in Future Advertisement. xyxy=(14,621,162,640)
local-general-heading: LOCAL & GENERAL. xyxy=(361,647,439,681)
waterproofs-heading: COLONIAL-MANUFACTURED WATERPROOFS. xyxy=(182,864,306,885)
